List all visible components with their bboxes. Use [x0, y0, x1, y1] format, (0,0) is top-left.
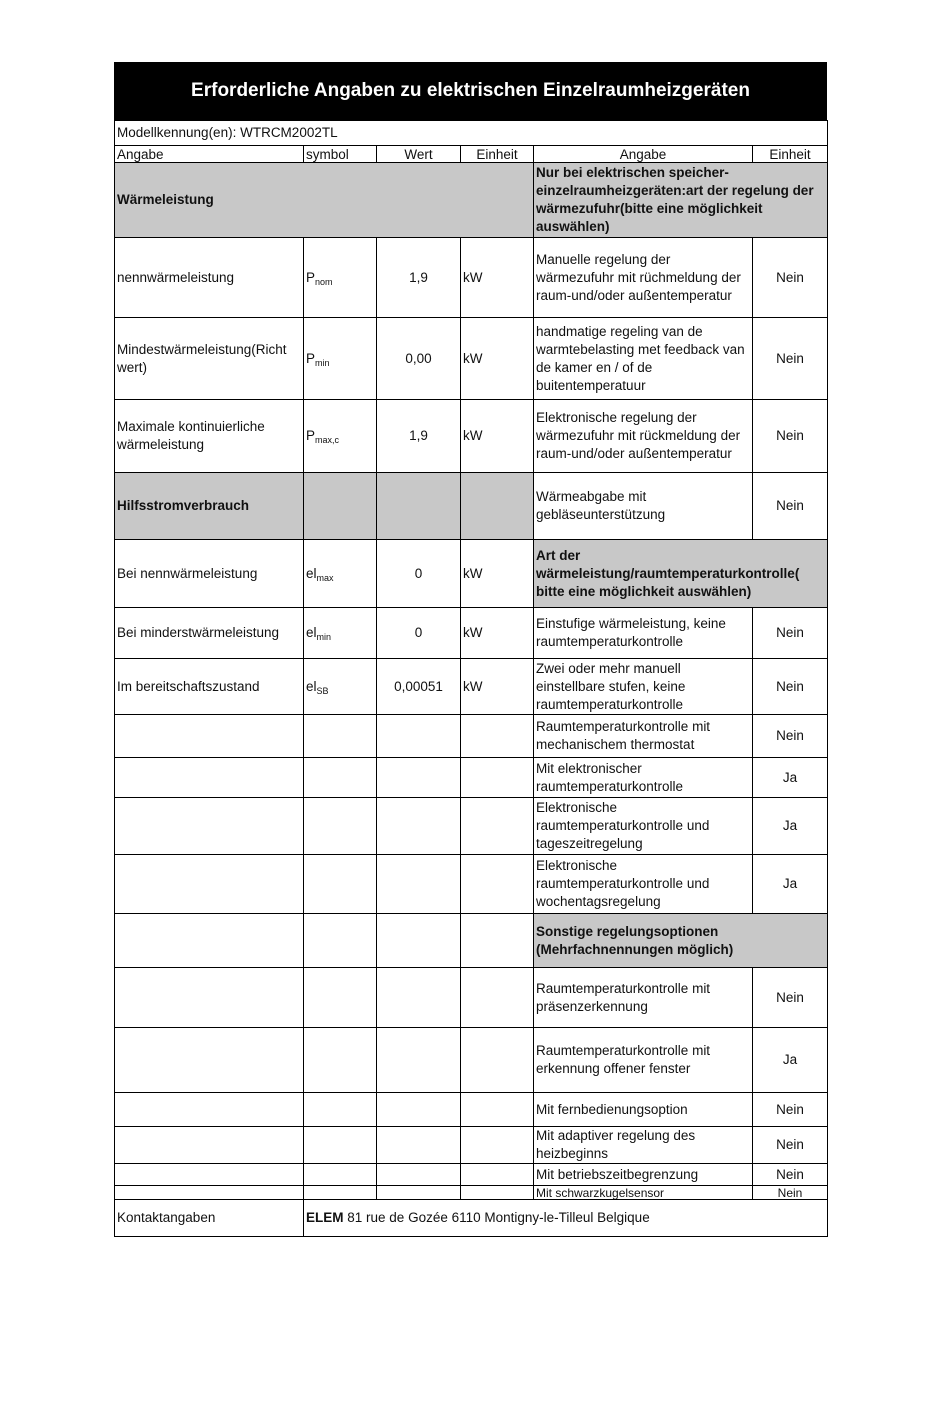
table-row: [115, 1164, 828, 1186]
col-header-angabe-right: Angabe: [534, 146, 753, 163]
option-label: Elektronische raumtemperaturkontrolle und tageszeitregelung: [534, 798, 753, 855]
row-unit: kW: [461, 659, 534, 715]
row-label: nennwärmeleistung: [115, 238, 304, 318]
row-unit: kW: [461, 540, 534, 608]
option-label: Zwei oder mehr manuell einstellbare stufen, keine raumtemperaturkontrolle: [534, 659, 753, 715]
table-row: [115, 400, 828, 473]
option-label: Elektronische regelung der wärmezufuhr mit rückmeldung der raum-und/oder außentemperatur: [534, 400, 753, 473]
contact-details: [304, 1200, 828, 1237]
option-label: Mit schwarzkugelsensor: [534, 1186, 753, 1200]
model-id: Modellkennung(en): WTRCM2002TL: [115, 121, 828, 146]
option-value: Nein: [753, 608, 828, 659]
option-value: Ja: [753, 1028, 828, 1093]
table-row: [115, 1028, 828, 1093]
section-waermeleistung: Wärmeleistung: [115, 163, 534, 238]
row-unit: kW: [461, 318, 534, 400]
option-value: Ja: [753, 758, 828, 798]
table-row: [115, 659, 828, 715]
row-symbol: $el_{max}$: [304, 540, 377, 608]
option-value: Nein: [753, 238, 828, 318]
row-label: Bei minderstwärmeleistung: [115, 608, 304, 659]
company-address: 81 rue de Gozée 6110 Montigny-le-Tilleul Belgique: [343, 1210, 650, 1225]
table-row: [115, 855, 828, 914]
row-symbol: $P_{nom}$: [304, 238, 377, 318]
option-value: Nein: [753, 400, 828, 473]
option-label: Einstufige wärmeleistung, keine raumtemperaturkontrolle: [534, 608, 753, 659]
table-row: [115, 1127, 828, 1164]
row-value: 0: [377, 540, 461, 608]
table-row: [115, 1093, 828, 1127]
option-label: Manuelle regelung der wärmezufuhr mit rüchmeldung der raum-und/oder außentemperatur: [534, 238, 753, 318]
option-label: Mit betriebszeitbegrenzung: [534, 1164, 753, 1186]
spec-table: [114, 120, 828, 1237]
col-header-einheit-right: Einheit: [753, 146, 828, 163]
header-row: [115, 146, 828, 163]
row-value: 0: [377, 608, 461, 659]
row-value: 0,00051: [377, 659, 461, 715]
option-label: handmatige regeling van de warmtebelasting met feedback van de kamer en / of de buitentemperatuur: [534, 318, 753, 400]
col-header-angabe: Angabe: [115, 146, 304, 163]
option-value: Nein: [753, 318, 828, 400]
row-unit: kW: [461, 400, 534, 473]
contact-label: Kontaktangaben: [115, 1200, 304, 1237]
table-row: [115, 318, 828, 400]
option-label: Wärmeabgabe mit gebläseunterstützung: [534, 473, 753, 540]
col-header-einheit: Einheit: [461, 146, 534, 163]
option-value: Nein: [753, 1093, 828, 1127]
option-label: Elektronische raumtemperaturkontrolle und wochentagsregelung: [534, 855, 753, 914]
option-value: Nein: [753, 659, 828, 715]
table-row: [115, 968, 828, 1028]
option-label: Mit elektronischer raumtemperaturkontrolle: [534, 758, 753, 798]
table-row: [115, 798, 828, 855]
row-value: 0,00: [377, 318, 461, 400]
row-symbol: $el_{min}$: [304, 608, 377, 659]
row-value: 1,9: [377, 238, 461, 318]
option-value: Nein: [753, 1127, 828, 1164]
section-sonstige: Sonstige regelungsoptionen (Mehrfachnennungen möglich): [534, 914, 828, 968]
row-label: Im bereitschaftszustand: [115, 659, 304, 715]
col-header-wert: Wert: [377, 146, 461, 163]
row-unit: kW: [461, 238, 534, 318]
page-title: Erforderliche Angaben zu elektrischen Einzelraumheizgeräten: [114, 62, 827, 120]
option-label: Mit adaptiver regelung des heizbeginns: [534, 1127, 753, 1164]
row-label: Bei nennwärmeleistung: [115, 540, 304, 608]
row-symbol: $el_{SB}$: [304, 659, 377, 715]
table-row: [115, 540, 828, 608]
option-label: Mit fernbedienungsoption: [534, 1093, 753, 1127]
row-value: 1,9: [377, 400, 461, 473]
section-hilfsstrom: Hilfsstromverbrauch: [115, 473, 304, 540]
option-value: Nein: [753, 1164, 828, 1186]
table-row: [115, 608, 828, 659]
row-symbol: $P_{max,c}$: [304, 400, 377, 473]
energy-label-sheet: [114, 62, 827, 1237]
section-art: Art der wärmeleistung/raumtemperaturkontrolle( bitte eine möglichkeit auswählen): [534, 540, 828, 608]
gray-cell: [377, 473, 461, 540]
gray-cell: [304, 473, 377, 540]
option-value: Nein: [753, 715, 828, 758]
company-name: ELEM: [306, 1210, 344, 1225]
option-value: Nein: [753, 968, 828, 1028]
option-value: Ja: [753, 798, 828, 855]
contact-row: [115, 1200, 828, 1237]
option-label: Raumtemperaturkontrolle mit erkennung offener fenster: [534, 1028, 753, 1093]
option-value: Ja: [753, 855, 828, 914]
row-label: Mindestwärmeleistung(Richt wert): [115, 318, 304, 400]
gray-cell: [461, 473, 534, 540]
table-row: [115, 715, 828, 758]
table-row: [115, 238, 828, 318]
table-row: [115, 758, 828, 798]
row-label: Maximale kontinuierliche wärmeleistung: [115, 400, 304, 473]
row-unit: kW: [461, 608, 534, 659]
section-speicher: Nur bei elektrischen speicher-einzelraumheizgeräten:art der regelung der wärmezufuhr(bitte eine möglichkeit auswählen): [534, 163, 828, 238]
option-value: Nein: [753, 473, 828, 540]
option-value: Nein: [753, 1186, 828, 1200]
col-header-symbol: symbol: [304, 146, 377, 163]
option-label: Raumtemperaturkontrolle mit präsenzerkennung: [534, 968, 753, 1028]
table-row: [115, 1186, 828, 1200]
row-symbol: $P_{min}$: [304, 318, 377, 400]
option-label: Raumtemperaturkontrolle mit mechanischem thermostat: [534, 715, 753, 758]
